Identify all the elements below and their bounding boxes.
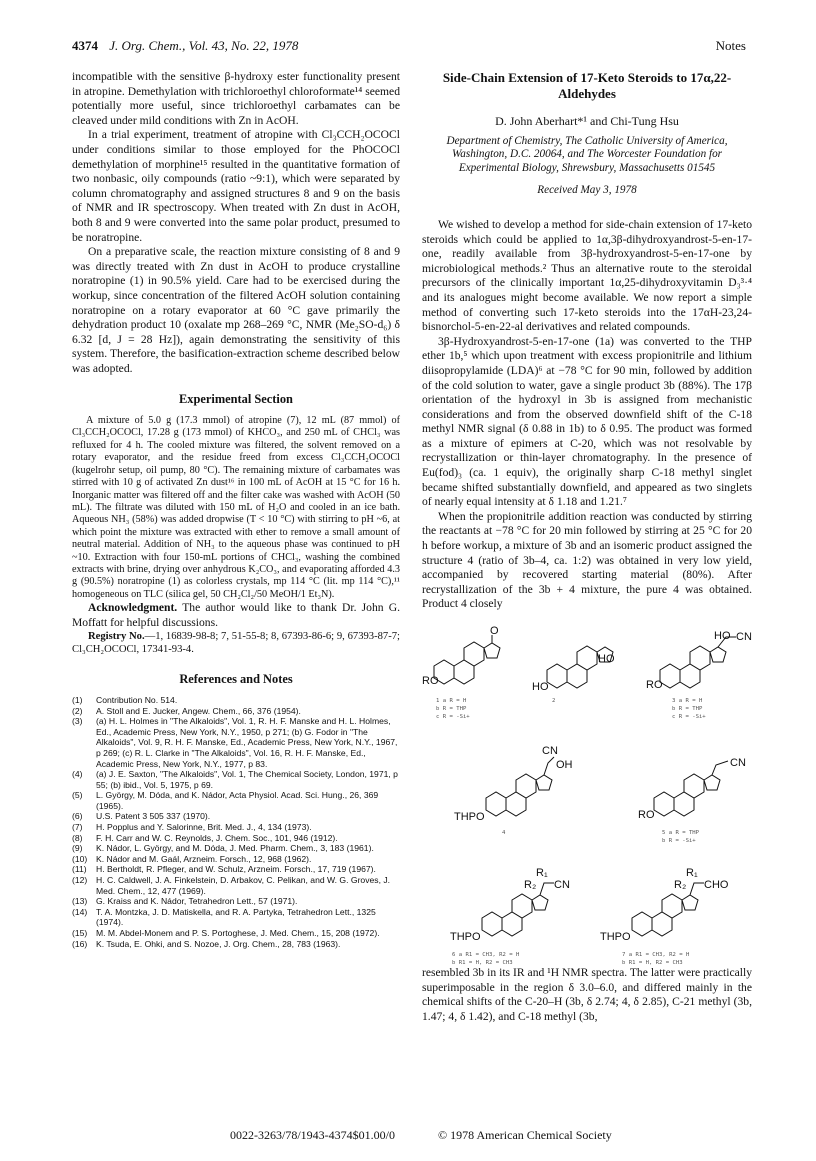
reference-item — [72, 833, 400, 844]
references-list — [72, 695, 400, 949]
reference-text: M. M. Abdel-Monem and P. S. Portoghese, J. Med. Chem., 15, 208 (1972). — [96, 928, 380, 938]
reference-text: T. A. Montzka, J. D. Matiskella, and R. A. Partyka, Tetrahedron Lett., 1325 (1974). — [96, 906, 376, 928]
received-date: Received May 3, 1978 — [537, 184, 637, 197]
reference-item — [72, 843, 400, 854]
compound-legend-1b: b R = THP — [436, 706, 467, 712]
label-ho-c: HO — [714, 630, 731, 642]
reference-item — [72, 811, 400, 822]
label-ro-3: RO — [638, 809, 655, 821]
journal-citation: J. Org. Chem., Vol. 43, No. 22, 1978 — [109, 38, 299, 53]
reference-number: (3) — [72, 716, 83, 727]
reference-text: H. C. Caldwell, J. A. Finkelstein, D. Arbakov, C. Pelikan, and W. G. Groves, J. Med. Chem., 12, 477 (1969). — [96, 875, 391, 896]
left-paragraph-2: In a trial experiment, treatment of atropine with Cl₃CCH₂OCOCl under conditions similar to those employed for the PhOCOCl demethylation of morphine¹⁵ resulted in the quantitative formation of two nonbasic, oily compounds (ratio ~9:1), which were separated by column chromatography and assigned structures 8 and 9 on the basis of NMR and IR spectroscopy. When treated with Zn dust in AcOH, both 8 and 9 were converted into the same polar product, presumed to be noratropine. — [72, 128, 400, 244]
right-paragraph-1: We wished to develop a method for side-chain extension of 17-keto steroids which could be applied to 1α,3β-dihydroxyandrost-5-en-17-one, readily available from 3β-hydroxyandrost-5-en-17-one by microbiological methods.² Thus an alternative route to the steroidal precursors of the clinically important 1α,25-dihydroxyvitamin D₃³·⁴ and its analogues might become available. We now report a simple method of converting such 17-keto steroids into the 17αH-23,24-bisnorchol-5-en-22-al derivatives and related compounds. — [422, 217, 752, 334]
registry-label: Registry No. — [88, 631, 145, 643]
right-paragraph-3: When the propionitrile addition reaction was conducted by stirring the reactants at −78 °C for 20 min followed by stirring at 25 °C for 20 h before workup, a mixture of 3b and an isomeric product assigned the structure 4 (ratio of 3b–4, ca. 1:2) was obtained in very low yield, accompanied by recovered starting material (80%). After recrystallization of the 3b + 4 mixture, the pure 4 was obtained. Product 4 closely — [422, 509, 752, 611]
reference-item — [72, 706, 400, 717]
label-ro-1: RO — [422, 675, 439, 687]
article-code: 0022-3263/78/1943-4374$01.00/0 — [230, 1128, 395, 1142]
copyright: © 1978 American Chemical Society — [438, 1128, 612, 1142]
reference-number: (16) — [72, 938, 88, 949]
reference-number: (6) — [72, 811, 83, 822]
reference-item — [72, 854, 400, 865]
reference-text: K. Nádor and M. Gaál, Arzneim. Forsch., 12, 968 (1962). — [96, 853, 312, 864]
registry-numbers — [72, 630, 400, 656]
chemical-structures — [422, 618, 752, 966]
reference-number: (5) — [72, 790, 83, 801]
compound-legend-1: 1 a R = H — [436, 698, 467, 704]
reference-number: (7) — [72, 822, 83, 833]
label-thpo-1: THPO — [454, 811, 485, 823]
reference-text: H. Bertholdt, R. Pfleger, and W. Schulz, Arzneim. Forsch., 17, 719 (1967). — [96, 864, 376, 875]
reference-text: H. Popplus and Y. Salorinne, Brit. Med. J., 4, 134 (1973). — [96, 822, 312, 833]
reference-text: U.S. Patent 3 505 337 (1970). — [96, 811, 211, 822]
reference-number: (9) — [72, 843, 83, 854]
compound-legend-5b: b R = -Si+ — [662, 838, 696, 844]
label-ro-2: RO — [646, 679, 663, 691]
compound-legend-7: 7 a R1 = CH3, R2 = H — [622, 952, 690, 958]
reference-item — [72, 939, 400, 950]
left-column — [72, 70, 400, 949]
label-thpo-2: THPO — [450, 931, 481, 943]
reference-item — [72, 822, 400, 833]
article-authors: D. John Aberhart*¹ and Chi-Tung Hsu — [495, 114, 679, 128]
compound-legend-6b: b R1 = H, R2 = CH3 — [452, 960, 513, 966]
reference-text: A. Stoll and E. Jucker, Angew. Chem., 66, 376 (1954). — [96, 705, 301, 716]
reference-text: (a) J. E. Saxton, "The Alkaloids", Vol. 1, The Chemical Society, London, 1971, p 55; (b) ibid., Vol. 5, 1975, p 69. — [96, 769, 398, 790]
reference-text: F. H. Carr and W. C. Reynolds, J. Chem. Soc., 101, 946 (1912). — [96, 832, 338, 843]
reference-number: (2) — [72, 705, 83, 716]
reference-number: (12) — [72, 875, 88, 886]
reference-item — [72, 769, 400, 790]
reference-item — [72, 928, 400, 939]
label-ho-a: HO — [532, 681, 549, 693]
label-r1-a: R₁ — [536, 867, 548, 879]
label-cho: CHO — [704, 879, 729, 891]
compound-legend-5: 5 a R = THP — [662, 830, 700, 836]
page-header — [72, 38, 746, 58]
reference-number: (8) — [72, 832, 83, 843]
compound-legend-3b: b R = THP — [672, 706, 703, 712]
section-name: Notes — [715, 38, 746, 53]
acknowledgment-label: Acknowledgment. — [88, 601, 178, 615]
reference-item — [72, 716, 400, 769]
article-body — [422, 218, 752, 612]
header-left — [72, 38, 298, 54]
compound-legend-4: 4 — [502, 830, 506, 836]
label-oh: OH — [556, 759, 573, 771]
left-paragraph-3: On a preparative scale, the reaction mixture consisting of 8 and 9 was directly treated with Zn dust in AcOH to produce crystalline noratropine (1) in 90.5% yield. Care had to be exercised during the workup, since concentration of the filtered AcOH solution containing noratropine on a rotary evaporator at 60 °C gave primarily the dehydration product 10 (oxalate mp 268–269 °C, NMR (Me₂SO-d₆) δ 6.32 [d, J = 28 Hz]), again demonstrating the sensitivity of this system. Therefore, the basification-extraction scheme described below was adopted. — [72, 245, 400, 375]
reference-number: (13) — [72, 896, 88, 907]
compound-legend-3c: c R = -Si+ — [672, 714, 706, 720]
acknowledgment-text: The author would like to thank Dr. John G. Moffatt for helpful discussions. — [72, 601, 400, 629]
reference-number: (11) — [72, 864, 87, 875]
reference-text: L. György, M. Dóda, and K. Nádor, Acta Physiol. Acad. Sci. Hung., 26, 369 (1965). — [96, 790, 379, 811]
label-thpo-3: THPO — [600, 931, 631, 943]
reference-item — [72, 864, 400, 875]
reference-item — [72, 875, 400, 896]
label-cn-b: CN — [542, 745, 558, 757]
reference-text: Contribution No. 514. — [96, 694, 178, 705]
compound-legend-7b: b R1 = H, R2 = CH3 — [622, 960, 683, 966]
experimental-section — [72, 415, 400, 601]
reference-text: K. Nádor, L. György, and M. Dóda, J. Med. Pharm. Chem., 3, 183 (1961). — [96, 843, 374, 854]
reference-number: (4) — [72, 769, 83, 780]
label-ho-b: HO — [598, 653, 615, 665]
reference-number: (14) — [72, 906, 88, 917]
label-r1-b: R₁ — [686, 867, 698, 879]
experimental-heading: Experimental Section — [179, 392, 293, 407]
acknowledgment — [72, 601, 400, 630]
label-cn-d: CN — [554, 879, 570, 891]
reference-item — [72, 907, 400, 928]
label-cn-c: CN — [730, 757, 746, 769]
article-title: Side-Chain Extension of 17-Keto Steroids to 17α,22-Aldehydes — [442, 70, 732, 101]
right-paragraph-4: resembled 3b in its IR and ¹H NMR spectra. The latter were practically superimposable in the region δ 3.0–6.0, and differed mainly in the chemical shifts of the C-20–H (3b, δ 2.74; 4, δ 2.85), C-21 methyl (3b, 1.47; 4, δ 1.42), and C-18 methyl (3b, — [422, 966, 752, 1023]
ketone-oxygen: O — [490, 625, 499, 637]
reference-item — [72, 695, 400, 706]
author-affiliation: Department of Chemistry, The Catholic University of America, Washington, D.C. 20064, and The Worcester Foundation for Experimental Biology, Shrewsbury, Massachusetts 01545 — [446, 134, 728, 174]
reference-text: K. Tsuda, E. Ohki, and S. Nozoe, J. Org. Chem., 28, 783 (1963). — [96, 938, 341, 949]
references-heading: References and Notes — [179, 672, 293, 687]
experimental-text: A mixture of 5.0 g (17.3 mmol) of atropine (7), 12 mL (87 mmol) of Cl₃CCH₂OCOCl, 17.28 g (173 mmol) of KHCO₃, and 250 mL of CHCl₃ was refluxed for 4 h. The cooled mixture was filtered, the solvent removed on a rotary evaporator, and the residue freed from excess Cl₃CCH₂OCOCl (kugelrohr setup, oil pump, 80 °C). The remaining mixture of carbamates was stirred with 10 g of activated Zn dust¹⁶ in 100 mL of AcOH at 15 °C for 16 h. Inorganic matter was filtered off and the filter cake was washed with AcOH (50 mL). The filtrate was diluted with 150 mL of H₂O and cooled in an ice bath. Aqueous NH₃ (58%) was added dropwise (T < 10 °C) with stirring to pH ~6, at which point the mixture was extracted with ether to remove a small amount of neutral material. Addition of NH₃ to the aqueous phase was continued to pH ~10. Extraction with four 150-mL portions of CHCl₃, washing the combined extracts with brine, drying over anhydrous K₂CO₃, and evaporating afforded 4.3 g (90.5%) noratropine (1) as colorless crystals, mp 114 °C (lit. mp 114 °C),¹¹ homogeneous on TLC (silica gel, 50 CH₂Cl₂/50 MeOH/1 Et₃N). — [72, 415, 400, 600]
reference-number: (10) — [72, 853, 88, 864]
right-paragraph-2: 3β-Hydroxyandrost-5-en-17-one (1a) was converted to the THP ether 1b,⁵ which upon treatment with excess propionitrile and lithium diisopropylamide (LDA)⁶ at −78 °C for 90 min, followed by addition of the cold solution to water, gave a single product 3b (88%). The 17β orientation of the hydroxyl in 3b is assigned from mechanistic considerations and from the observed downfield shift of the C-18 methyl NMR signal (δ 0.88 in 1b) to δ 0.95. The product was formed as a mixture of epimers at C-20, which was not resolvable by recrystallization or thin-layer chromatography. In the presence of Eu(fod)₃ (ca. 1 equiv), the originally sharp C-18 methyl singlet became shifted substantially downfield, and appeared as two singlets of nearly equal intensity at δ 1.18 and 1.21.⁷ — [422, 334, 752, 509]
reference-item — [72, 790, 400, 811]
page-number: 4374 — [72, 38, 98, 53]
reference-number: (1) — [72, 694, 83, 705]
registry-text: —1, 16839-98-8; 7, 51-55-8; 8, 67393-86-6; 9, 67393-87-7; Cl₃CH₂OCOCl, 17341-93-4. — [72, 631, 400, 656]
structure-figure — [422, 618, 752, 966]
reference-text: G. Kraiss and K. Nádor, Tetrahedron Lett., 57 (1971). — [96, 896, 298, 907]
compound-legend-1c: c R = -Si+ — [436, 714, 470, 720]
label-cn-a: CN — [736, 631, 752, 643]
reference-item — [72, 896, 400, 907]
left-paragraph-1: incompatible with the sensitive β-hydroxy ester functionality present in atropine. Demethylation with trichloroethyl chloroformate¹⁴ seemed potentially more useful, since trichloroethyl carbamates can be cleaved under mild conditions with Zn in AcOH. — [72, 70, 400, 127]
reference-text: (a) H. L. Holmes in "The Alkaloids", Vol. 1, R. H. F. Manske and H. L. Holmes, Ed., Academic Press, New York, N.Y., 1950, p 271; (b) G. Fodor in "The Alkaloids", Vol. 9, R. H. F. Manske, Ed., Academic Press, New York, N.Y., 1967, p 269; (c) R. L. Clarke in "The Alkaloids", Vol. 16, R. H. F. Manske, Ed., Academic Press, New York, N.Y., 1977, p 83. — [96, 716, 398, 769]
reference-number: (15) — [72, 928, 88, 938]
compound-legend-3: 3 a R = H — [672, 698, 703, 704]
right-column — [422, 70, 752, 1024]
compound-legend-6: 6 a R1 = CH3, R2 = H — [452, 952, 520, 958]
label-r2-b: R₂ — [674, 879, 687, 891]
label-r2-a: R₂ — [524, 879, 537, 891]
compound-legend-2: 2 — [552, 698, 556, 704]
